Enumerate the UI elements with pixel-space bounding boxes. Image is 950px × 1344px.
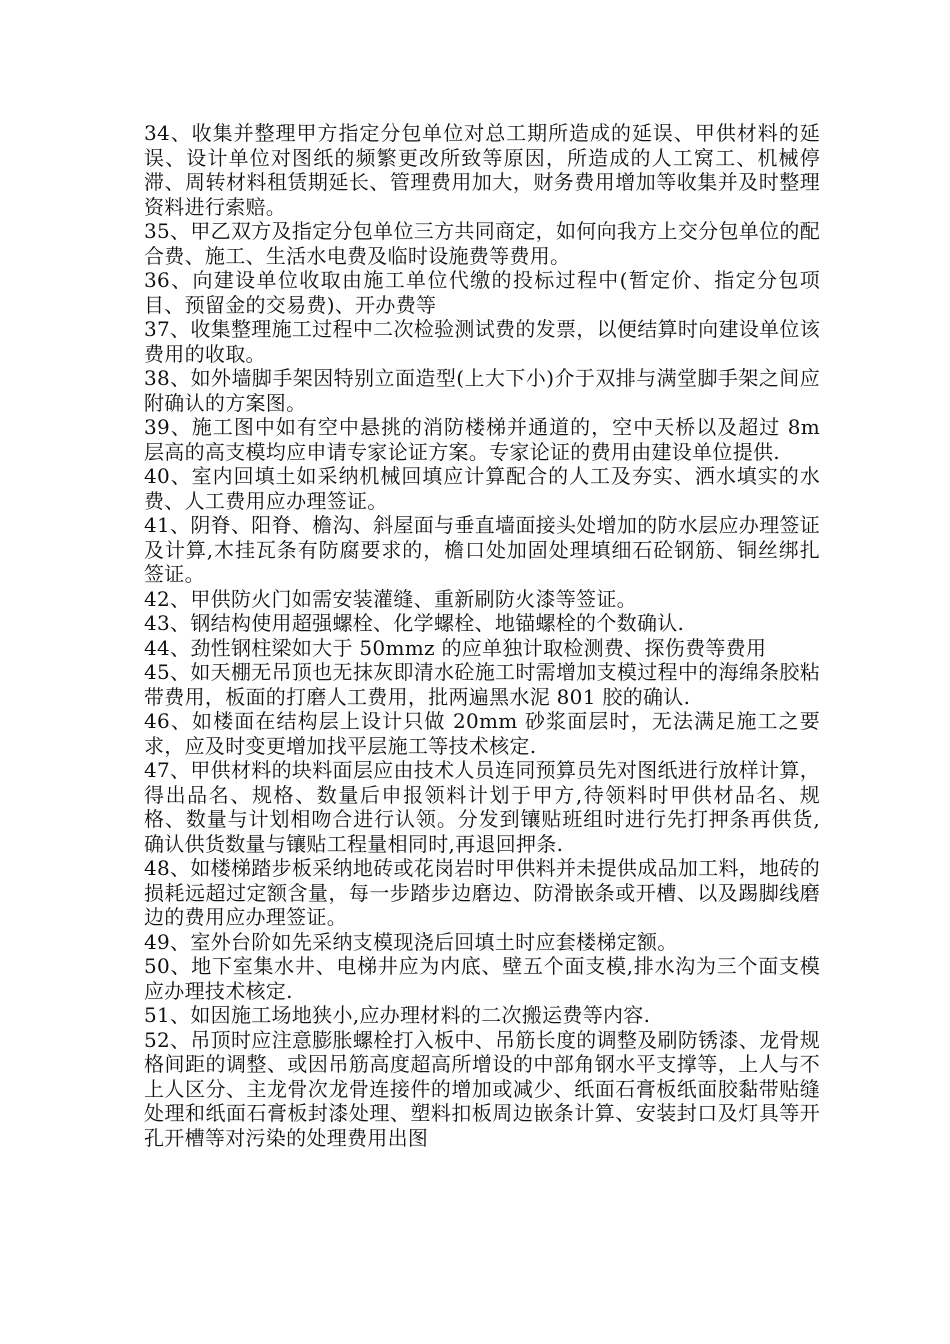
paragraph-item-43: 43、钢结构使用超强螺栓、化学螺栓、地锚螺栓的个数确认. — [144, 611, 685, 635]
paragraph-item-52: 52、吊顶时应注意膨胀螺栓打入板中、吊筋长度的调整及刷防锈漆、龙骨规格间距的调整、或因吊筋高度超高所增设的中部角钢水平支撑等，上人与不上人区分、主龙骨次龙骨连接件的增加或减少、纸面石膏板纸面胶黏带贴缝处理和纸面石膏板封漆处理、塑料扣板周边嵌条计算、安装封口及灯具等开孔开槽等对污染的处理费用出图 — [144, 1027, 820, 1150]
paragraph-item-45: 45、如天棚无吊顶也无抹灰即清水砼施工时需增加支模过程中的海绵条胶粘带费用，板面的打磨人工费用，批两遍黑水泥 801 胶的确认. — [144, 660, 820, 709]
paragraph-item-41: 41、阴脊、阳脊、檐沟、斜屋面与垂直墙面接头处增加的防水层应办理签证及计算,木挂瓦条有防腐要求的，檐口处加固处理填细石砼钢筋、铜丝绑扎签证。 — [144, 513, 820, 586]
paragraph-item-35: 35、甲乙双方及指定分包单位三方共同商定，如何向我方上交分包单位的配合费、施工、生活水电费及临时设施费等费用。 — [144, 219, 820, 268]
paragraph-item-49: 49、室外台阶如先采纳支模现浇后回填土时应套楼梯定额。 — [144, 929, 678, 954]
paragraph-item-47: 47、甲供材料的块料面层应由技术人员连同预算员先对图纸进行放样计算，得出品名、规格、数量后申报领料计划于甲方,待领料时甲供材品名、规格、数量与计划相吻合进行认领。分发到镶贴班组时进行先打押条再供货,确认供货数量与镶贴工程量相同时,再退回押条. — [144, 758, 820, 856]
paragraph-item-34: 34、收集并整理甲方指定分包单位对总工期所造成的延误、甲供材料的延误、设计单位对图纸的频繁更改所致等原因，所造成的人工窝工、机械停滞、周转材料租赁期延长、管理费用加大，财务费用增加等收集并及时整理资料进行索赔。 — [144, 121, 820, 219]
document-body — [144, 121, 820, 1150]
paragraph-item-48: 48、如楼梯踏步板采纳地砖或花岗岩时甲供料并未提供成品加工料，地砖的损耗远超过定额含量，每一步踏步边磨边、防滑嵌条或开槽、以及踢脚线磨边的费用应办理签证。 — [144, 856, 820, 929]
paragraph-item-38: 38、如外墙脚手架因特别立面造型(上大下小)介于双排与满堂脚手架之间应附确认的方案图。 — [144, 366, 820, 415]
paragraph-item-40: 40、室内回填土如采纳机械回填应计算配合的人工及夯实、洒水填实的水费、人工费用应办理签证。 — [144, 464, 820, 513]
paragraph-item-36: 36、向建设单位收取由施工单位代缴的投标过程中(暂定价、指定分包项目、预留金的交易费)、开办费等 — [144, 268, 820, 317]
paragraph-item-46: 46、如楼面在结构层上设计只做 20mm 砂浆面层时，无法满足施工之要求，应及时变更增加找平层施工等技术核定. — [144, 709, 820, 758]
paragraph-item-42: 42、甲供防火门如需安装灌缝、重新刷防火漆等签证。 — [144, 586, 637, 611]
paragraph-item-50: 50、地下室集水井、电梯井应为内底、壁五个面支模,排水沟为三个面支模应办理技术核定. — [144, 954, 820, 1003]
paragraph-item-37: 37、收集整理施工过程中二次检验测试费的发票，以便结算时向建设单位该费用的收取。 — [144, 317, 820, 366]
paragraph-item-39: 39、施工图中如有空中悬挑的消防楼梯并通道的，空中天桥以及超过 8m 层高的高支模均应申请专家论证方案。专家论证的费用由建设单位提供. — [144, 415, 820, 464]
paragraph-item-44: 44、劲性钢柱梁如大于 50mmz 的应单独计取检测费、探伤费等费用 — [144, 635, 767, 660]
paragraph-item-51: 51、如因施工场地狭小,应办理材料的二次搬运费等内容. — [144, 1003, 651, 1027]
